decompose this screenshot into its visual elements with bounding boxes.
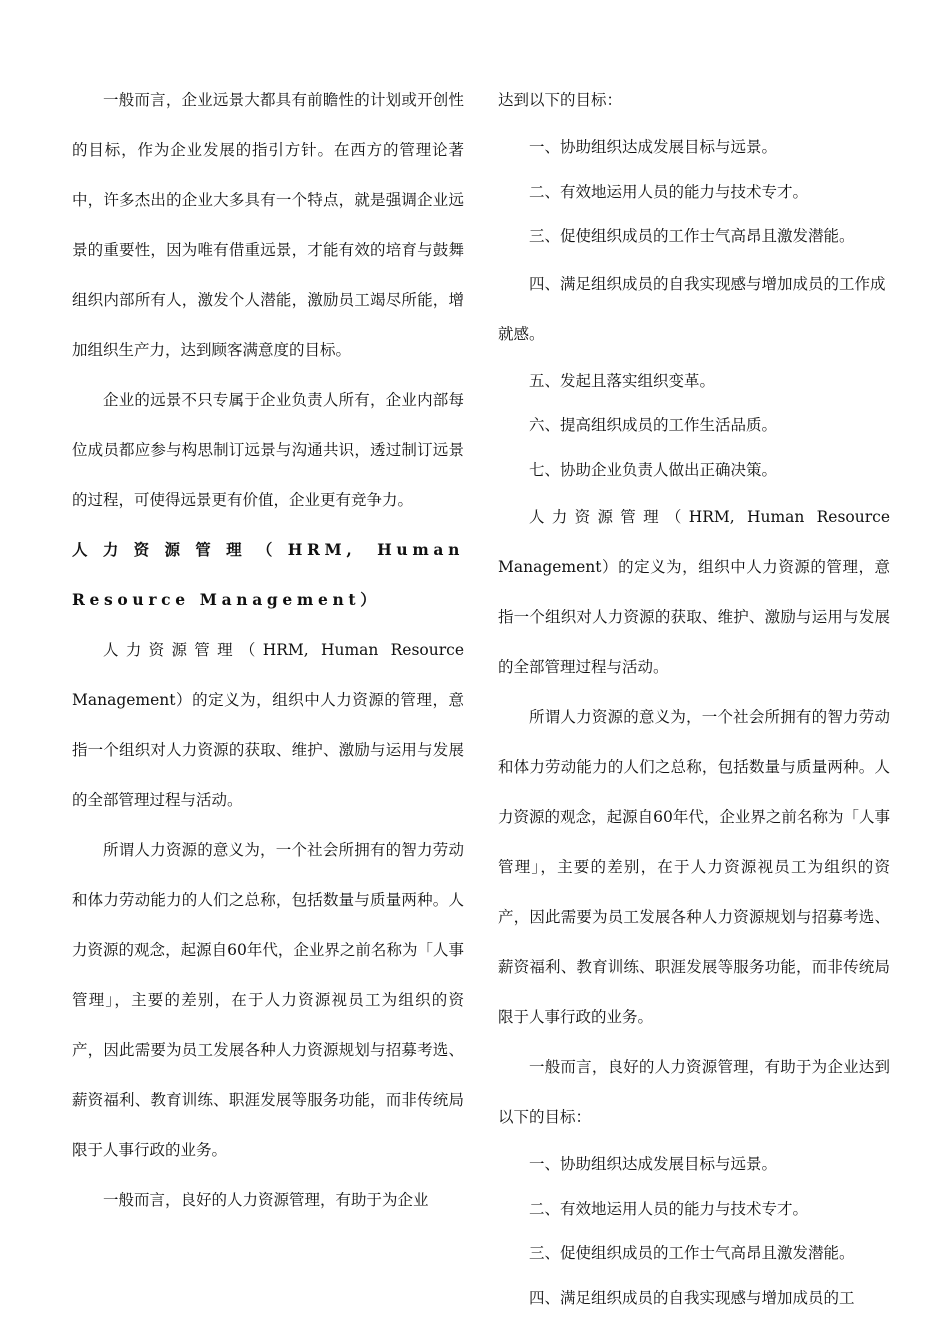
- list-item: 二、有效地运用人员的能力与技术专才。: [529, 182, 809, 201]
- paragraph-goals-continuation: 达到以下的目标：: [498, 91, 623, 109]
- list-item: 一、协助组织达成发展目标与远景。: [529, 138, 778, 156]
- list-item: 四、满足组织成员的自我实现感与增加成员的工作成就感。: [498, 274, 886, 343]
- list-item: 二、有效地运用人员的能力与技术专才。: [529, 1199, 809, 1218]
- list-item: 五、发起且落实组织变革。: [529, 371, 716, 390]
- paragraph-hrm-definition: 人力资源管理（HRM, Human Resource Management）的定义为，组织中人力资源的管理，意指一个组织对人力资源的获取、维护、激励与运用与发展的全部管理过程与活动。: [72, 641, 464, 809]
- goals-list-2: [498, 1142, 890, 1320]
- list-item: 六、提高组织成员的工作生活品质。: [529, 416, 778, 434]
- list-item: 三、促使组织成员的工作士气高昂且激发潜能。: [529, 1244, 855, 1262]
- paragraph-hrm-goals-intro: 一般而言，良好的人力资源管理，有助于为企业: [103, 1191, 429, 1209]
- paragraph-vision-ownership: 企业的远景不只专属于企业负责人所有，企业内部每位成员都应参与构思制订远景与沟通共识，透过制订远景的过程，可使得远景更有价值，企业更有竞争力。: [72, 391, 464, 509]
- paragraph-hrm-goals-intro-repeat: 一般而言，良好的人力资源管理，有助于为企业达到以下的目标：: [498, 1058, 890, 1126]
- paragraph-human-resource-meaning-repeat: 所谓人力资源的意义为，一个社会所拥有的智力劳动和体力劳动能力的人们之总称，包括数量与质量两种。人力资源的观念，起源自60年代，企业界之前名称为「人事管理」，主要的差别，在于人力资源视员工为组织的资产，因此需要为员工发展各种人力资源规划与招募考选、薪资福利、教育训练、职涯发展等服务功能，而非传统局限于人事行政的业务。: [498, 708, 890, 1026]
- goals-list-1: [498, 125, 890, 492]
- list-item: 四、满足组织成员的自我实现感与增加成员的工: [529, 1288, 855, 1307]
- paragraph-human-resource-meaning: 所谓人力资源的意义为，一个社会所拥有的智力劳动和体力劳动能力的人们之总称，包括数量与质量两种。人力资源的观念，起源自60年代，企业界之前名称为「人事管理」，主要的差别，在于人力资源视员工为组织的资产，因此需要为员工发展各种人力资源规划与招募考选、薪资福利、教育训练、职涯发展等服务功能，而非传统局限于人事行政的业务。: [72, 841, 464, 1159]
- right-column: [498, 75, 890, 1320]
- list-item: 三、促使组织成员的工作士气高昂且激发潜能。: [529, 227, 855, 245]
- list-item: 七、协助企业负责人做出正确决策。: [529, 460, 778, 479]
- paragraph-vision-intro: 一般而言，企业远景大都具有前瞻性的计划或开创性的目标，作为企业发展的指引方针。在西方的管理论著中，许多杰出的企业大多具有一个特点，就是强调企业远景的重要性，因为唯有借重远景，才能有效的培育与鼓舞组织内部所有人，激发个人潜能，激励员工竭尽所能，增加组织生产力，达到顾客满意度的目标。: [72, 91, 464, 359]
- list-item: 一、协助组织达成发展目标与远景。: [529, 1155, 778, 1173]
- section-heading-hrm: 人力资源管理（HRM, Human Resource Management）: [72, 540, 464, 609]
- paragraph-hrm-definition-repeat: 人力资源管理（HRM, Human Resource Management）的定义为，组织中人力资源的管理，意指一个组织对人力资源的获取、维护、激励与运用与发展的全部管理过程与活动。: [498, 508, 890, 676]
- left-column: [72, 75, 464, 1225]
